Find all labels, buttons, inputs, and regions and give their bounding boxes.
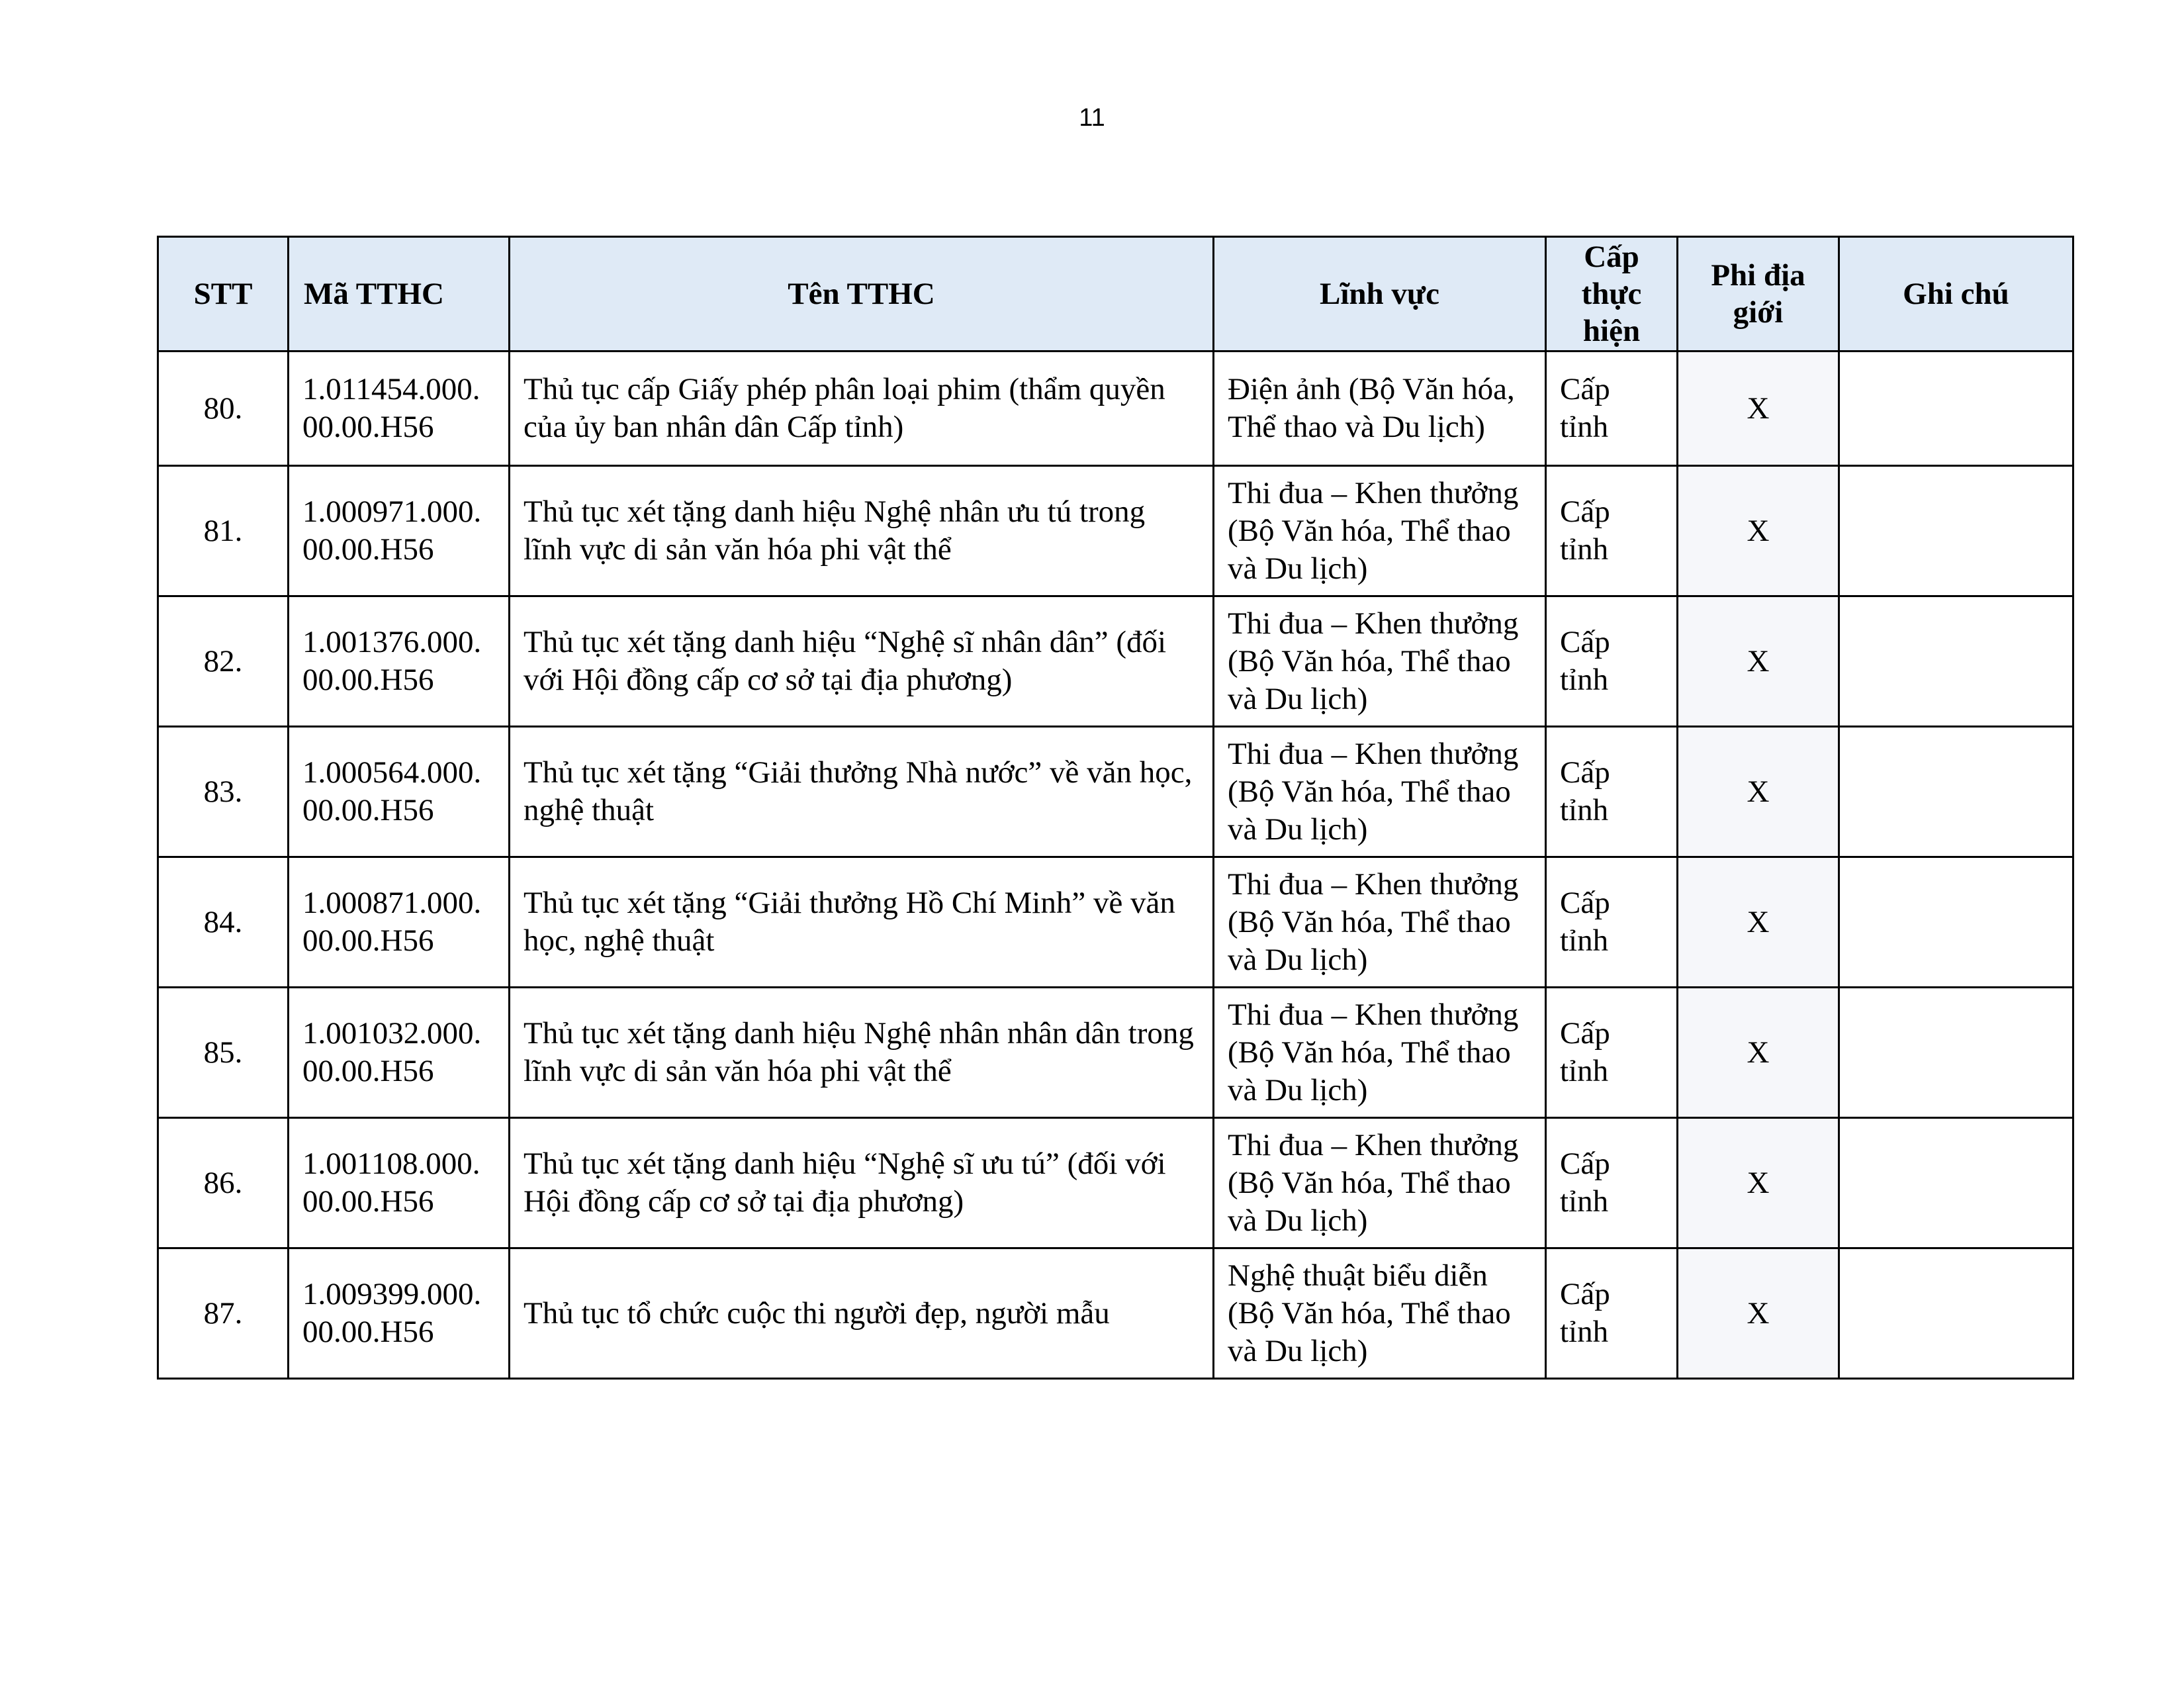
- header-ghi-chu: Ghi chú: [1839, 237, 2073, 352]
- cell-phi-dia-gioi: X: [1678, 727, 1839, 857]
- cell-linh-vuc: Thi đua – Khen thưởng (Bộ Văn hóa, Thể thao và Du lịch): [1214, 727, 1546, 857]
- cell-ma-tthc: 1.000971.000. 00.00.H56: [289, 466, 510, 596]
- cell-cap-thuc-hien: Cấp tỉnh: [1546, 727, 1678, 857]
- cell-ma-tthc: 1.001108.000. 00.00.H56: [289, 1118, 510, 1248]
- cell-phi-dia-gioi: X: [1678, 596, 1839, 727]
- cell-ten-tthc: Thủ tục xét tặng danh hiệu “Nghệ sĩ nhân dân” (đối với Hội đồng cấp cơ sở tại địa phương): [510, 596, 1214, 727]
- table-row: [158, 352, 2073, 466]
- page-number: 11: [1079, 104, 1105, 132]
- table-row: [158, 857, 2073, 988]
- cell-stt: 84.: [158, 857, 289, 988]
- cell-ten-tthc: Thủ tục xét tặng “Giải thưởng Nhà nước” về văn học, nghệ thuật: [510, 727, 1214, 857]
- table-row: [158, 988, 2073, 1118]
- cell-linh-vuc: Điện ảnh (Bộ Văn hóa, Thể thao và Du lịch): [1214, 352, 1546, 466]
- cell-ma-tthc: 1.000564.000. 00.00.H56: [289, 727, 510, 857]
- cell-ten-tthc: Thủ tục xét tặng danh hiệu Nghệ nhân nhân dân trong lĩnh vực di sản văn hóa phi vật thể: [510, 988, 1214, 1118]
- cell-cap-thuc-hien: Cấp tỉnh: [1546, 1248, 1678, 1379]
- cell-cap-thuc-hien: Cấp tỉnh: [1546, 466, 1678, 596]
- table-row: [158, 727, 2073, 857]
- cell-phi-dia-gioi: X: [1678, 352, 1839, 466]
- cell-linh-vuc: Thi đua – Khen thưởng (Bộ Văn hóa, Thể thao và Du lịch): [1214, 988, 1546, 1118]
- cell-ten-tthc: Thủ tục xét tặng danh hiệu Nghệ nhân ưu tú trong lĩnh vực di sản văn hóa phi vật thể: [510, 466, 1214, 596]
- cell-ten-tthc: Thủ tục xét tặng danh hiệu “Nghệ sĩ ưu tú” (đối với Hội đồng cấp cơ sở tại địa phương): [510, 1118, 1214, 1248]
- cell-stt: 80.: [158, 352, 289, 466]
- cell-stt: 87.: [158, 1248, 289, 1379]
- cell-phi-dia-gioi: X: [1678, 1248, 1839, 1379]
- cell-ghi-chu: [1839, 466, 2073, 596]
- cell-ghi-chu: [1839, 1248, 2073, 1379]
- header-phi-dia-gioi: Phi địa giới: [1678, 237, 1839, 352]
- cell-linh-vuc: Thi đua – Khen thưởng (Bộ Văn hóa, Thể thao và Du lịch): [1214, 1118, 1546, 1248]
- cell-stt: 85.: [158, 988, 289, 1118]
- table-row: [158, 1118, 2073, 1248]
- cell-ghi-chu: [1839, 352, 2073, 466]
- table-row: [158, 1248, 2073, 1379]
- cell-phi-dia-gioi: X: [1678, 857, 1839, 988]
- cell-ma-tthc: 1.001032.000. 00.00.H56: [289, 988, 510, 1118]
- cell-linh-vuc: Thi đua – Khen thưởng (Bộ Văn hóa, Thể thao và Du lịch): [1214, 857, 1546, 988]
- header-stt: STT: [158, 237, 289, 352]
- cell-ghi-chu: [1839, 1118, 2073, 1248]
- cell-stt: 86.: [158, 1118, 289, 1248]
- cell-linh-vuc: Thi đua – Khen thưởng (Bộ Văn hóa, Thể thao và Du lịch): [1214, 596, 1546, 727]
- cell-ghi-chu: [1839, 857, 2073, 988]
- table-header-row: [158, 237, 2073, 352]
- cell-ghi-chu: [1839, 988, 2073, 1118]
- procedures-table: [157, 236, 2074, 1380]
- header-linh-vuc: Lĩnh vực: [1214, 237, 1546, 352]
- cell-ten-tthc: Thủ tục xét tặng “Giải thưởng Hồ Chí Minh” về văn học, nghệ thuật: [510, 857, 1214, 988]
- cell-stt: 81.: [158, 466, 289, 596]
- cell-ma-tthc: 1.009399.000. 00.00.H56: [289, 1248, 510, 1379]
- cell-ten-tthc: Thủ tục tổ chức cuộc thi người đẹp, người mẫu: [510, 1248, 1214, 1379]
- header-ma-tthc: Mã TTHC: [289, 237, 510, 352]
- cell-cap-thuc-hien: Cấp tỉnh: [1546, 352, 1678, 466]
- cell-ma-tthc: 1.011454.000. 00.00.H56: [289, 352, 510, 466]
- cell-ghi-chu: [1839, 596, 2073, 727]
- cell-ghi-chu: [1839, 727, 2073, 857]
- cell-linh-vuc: Thi đua – Khen thưởng (Bộ Văn hóa, Thể thao và Du lịch): [1214, 466, 1546, 596]
- cell-phi-dia-gioi: X: [1678, 466, 1839, 596]
- cell-ma-tthc: 1.000871.000. 00.00.H56: [289, 857, 510, 988]
- cell-cap-thuc-hien: Cấp tỉnh: [1546, 857, 1678, 988]
- table-row: [158, 596, 2073, 727]
- cell-ten-tthc: Thủ tục cấp Giấy phép phân loại phim (thẩm quyền của ủy ban nhân dân Cấp tỉnh): [510, 352, 1214, 466]
- cell-stt: 83.: [158, 727, 289, 857]
- cell-phi-dia-gioi: X: [1678, 1118, 1839, 1248]
- cell-ma-tthc: 1.001376.000. 00.00.H56: [289, 596, 510, 727]
- header-cap-thuc-hien: Cấp thực hiện: [1546, 237, 1678, 352]
- table-row: [158, 466, 2073, 596]
- header-ten-tthc: Tên TTHC: [510, 237, 1214, 352]
- cell-cap-thuc-hien: Cấp tỉnh: [1546, 1118, 1678, 1248]
- cell-phi-dia-gioi: X: [1678, 988, 1839, 1118]
- cell-linh-vuc: Nghệ thuật biểu diễn (Bộ Văn hóa, Thể thao và Du lịch): [1214, 1248, 1546, 1379]
- cell-cap-thuc-hien: Cấp tỉnh: [1546, 988, 1678, 1118]
- cell-cap-thuc-hien: Cấp tỉnh: [1546, 596, 1678, 727]
- cell-stt: 82.: [158, 596, 289, 727]
